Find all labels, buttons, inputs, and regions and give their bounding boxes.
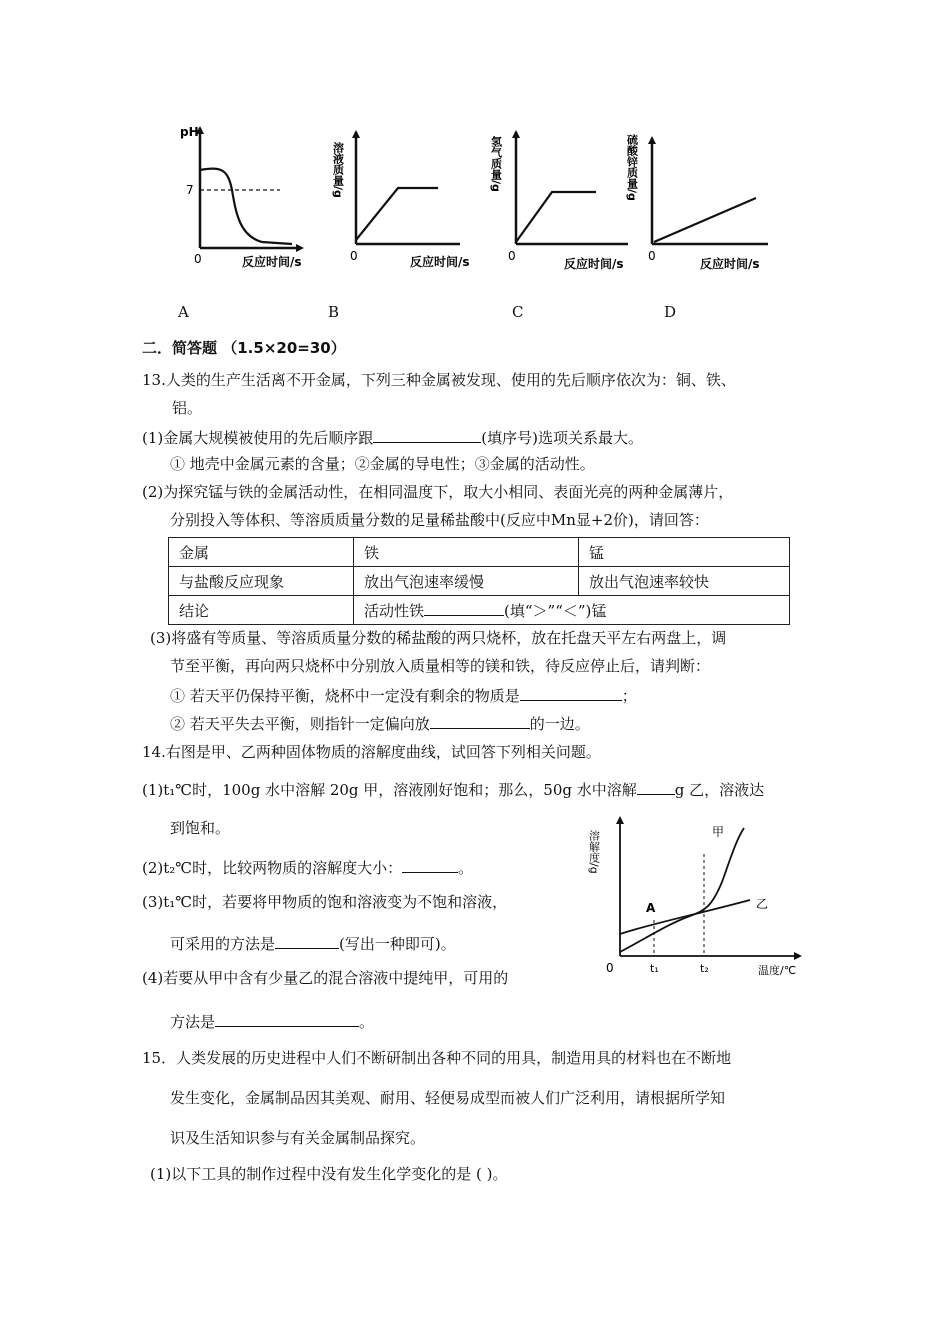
table-cell: 金属 [169, 538, 354, 567]
table-cell: 铁 [354, 538, 579, 567]
reaction-graphs [170, 118, 790, 278]
graph-a-x-label: 反应时间/s [242, 255, 302, 269]
table-cell: 放出气泡速率缓慢 [354, 567, 579, 596]
graph-d-origin: 0 [648, 249, 656, 263]
q14-part4-suffix: 。 [359, 1013, 375, 1031]
section-heading [142, 338, 346, 358]
graph-a-origin: 0 [194, 252, 202, 266]
q14-part3-blank[interactable] [275, 932, 339, 949]
table-cell: 放出气泡速率较快 [579, 567, 790, 596]
graph-b-origin: 0 [350, 249, 358, 263]
graph-d-x-label: 反应时间/s [700, 257, 760, 271]
q14-part4-blank[interactable] [215, 1010, 359, 1027]
solubility-x-arrow-icon [794, 952, 802, 960]
q13-stem-line1: 13.人类的生产生活离不开金属，下列三种金属被发现、使用的先后顺序依次为：铜、铁、 [142, 371, 736, 389]
graph-c-arrow-icon [512, 130, 520, 138]
graph-b-x-label: 反应时间/s [410, 255, 470, 269]
graph-b-arrow-icon [352, 130, 360, 138]
table-row [169, 596, 790, 625]
graph-d-arrow-icon [648, 136, 656, 144]
table-row [169, 567, 790, 596]
q14-part4-cont [170, 1010, 374, 1032]
q14-part3-text: 可采用的方法是 [170, 935, 276, 953]
solubility-y-label: 溶解度/g [587, 830, 601, 874]
graph-d-line [654, 198, 756, 242]
q14-part1-cont: 到饱和。 [170, 819, 231, 837]
q15-line2: 发生变化，金属制品因其美观、耐用、轻便易成型而被人们广泛利用，请根据所学知 [170, 1089, 726, 1107]
graph-a [180, 125, 304, 269]
graph-a-y-label: pH [180, 125, 199, 139]
graph-a-curve [200, 169, 292, 244]
graph-c-line [516, 192, 596, 242]
q13-part2-line2: 分别投入等体积、等溶质质量分数的足量稀盐酸中(反应中Mn显+2价)，请回答： [170, 511, 709, 529]
graph-b-line [356, 188, 438, 240]
q14-part1-blank[interactable] [637, 778, 675, 795]
q13-part3-item1-suffix: ； [621, 687, 637, 705]
tick-t2: t₂ [700, 962, 709, 975]
q13-part1-suffix: (填序号)选项关系最大。 [481, 429, 643, 447]
q13-part3-item1 [170, 684, 637, 706]
q13-part1-text: (1)金属大规模被使用的先后顺序跟 [142, 429, 374, 447]
option-b: B [328, 303, 340, 321]
table-cell: 结论 [169, 596, 354, 625]
q13-part3-item2-text: ② 若天平失去平衡，则指针一定偏向放 [170, 715, 430, 733]
graph-a-seven: 7 [186, 183, 194, 197]
label-jia: 甲 [712, 825, 725, 839]
graph-c-y-label: 氢气质量/g [489, 136, 503, 192]
q14-part3: (3)t₁℃时，若要将甲物质的饱和溶液变为不饱和溶液， [142, 893, 508, 911]
q14-part4-text: 方法是 [170, 1013, 216, 1031]
curve-yi [620, 900, 750, 934]
intersection-label: A [646, 901, 656, 915]
table-cell: 与盐酸反应现象 [169, 567, 354, 596]
label-yi: 乙 [756, 897, 769, 911]
metal-activity-table [168, 537, 790, 625]
solubility-chart [587, 812, 820, 987]
q13-part3-item1-blank[interactable] [520, 684, 622, 701]
q13-part3-line1: (3)将盛有等质量、等溶质质量分数的稀盐酸的两只烧杯，放在托盘天平左右两盘上，调 [150, 629, 727, 647]
graph-c [490, 130, 629, 271]
graph-d [626, 133, 769, 271]
q14-part2-suffix: 。 [458, 859, 474, 877]
graph-b [332, 130, 470, 269]
q13-part3-line2: 节至平衡，再向两只烧杯中分别放入质量相等的镁和铁，待反应停止后，请判断： [170, 657, 711, 675]
q14-part2 [142, 856, 473, 878]
q15-line3: 识及生活知识参与有关金属制品探究。 [170, 1129, 426, 1147]
tick-t1: t₁ [650, 962, 659, 975]
q14-part1-text: (1)t₁℃时，100g 水中溶解 20g 甲，溶液刚好饱和；那么，50g 水中溶解 [142, 781, 637, 799]
curve-jia [620, 828, 744, 952]
table-cell-conclusion [354, 596, 790, 625]
section-title: 二．简答题 [142, 339, 218, 357]
q14-part3-suffix: (写出一种即可)。 [339, 935, 456, 953]
section-score: （1.5×20=30） [222, 339, 346, 357]
conclusion-blank[interactable] [424, 599, 504, 616]
q13-part1-options: ① 地壳中金属元素的含量；②金属的导电性；③金属的活动性。 [170, 455, 595, 473]
table-cell: 锰 [579, 538, 790, 567]
q13-stem-line2: 铝。 [172, 399, 203, 417]
graph-c-x-label: 反应时间/s [564, 257, 624, 271]
graph-d-y-label: 硫酸锌质量/g [625, 134, 639, 201]
table-row [169, 538, 790, 567]
q13-part1 [142, 426, 643, 448]
q14-part4: (4)若要从甲中含有少量乙的混合溶液中提纯甲，可用的 [142, 969, 509, 987]
conclusion-text: 活动性铁 [364, 602, 425, 620]
q13-part3-item1-text: ① 若天平仍保持平衡，烧杯中一定没有剩余的物质是 [170, 687, 520, 705]
graph-b-y-label: 溶液质量/g [331, 142, 345, 198]
solubility-origin: 0 [606, 961, 614, 975]
option-d: D [664, 303, 677, 321]
graph-a-arrow-icon [296, 244, 304, 252]
solubility-x-label: 温度/℃ [758, 964, 797, 977]
option-a: A [178, 303, 189, 321]
graph-c-origin: 0 [508, 249, 516, 263]
q13-part3-item2-suffix: 的一边。 [529, 715, 590, 733]
q14-part1-suffix: g 乙，溶液达 [674, 781, 765, 799]
option-c: C [512, 303, 524, 321]
conclusion-suffix: (填“＞”“＜”)锰 [504, 602, 607, 620]
q13-part3-item2-blank[interactable] [430, 712, 530, 729]
q14-part2-blank[interactable] [402, 856, 458, 873]
solubility-y-arrow-icon [616, 816, 624, 824]
q14-part1 [142, 778, 764, 800]
q14-part2-text: (2)t₂℃时，比较两物质的溶解度大小： [142, 859, 403, 877]
q13-part2-line1: (2)为探究锰与铁的金属活动性，在相同温度下，取大小相同、表面光亮的两种金属薄片， [142, 483, 734, 501]
q15-part1: (1)以下工具的制作过程中没有发生化学变化的是 ( )。 [150, 1165, 508, 1183]
q13-part3-item2 [170, 712, 590, 734]
q15-line1: 15．人类发展的历史进程中人们不断研制出各种不同的用具，制造用具的材料也在不断地 [142, 1049, 732, 1067]
q14-part3-cont [170, 932, 456, 954]
q14-stem: 14.右图是甲、乙两种固体物质的溶解度曲线，试回答下列相关问题。 [142, 743, 601, 761]
q13-part1-blank[interactable] [373, 426, 481, 443]
